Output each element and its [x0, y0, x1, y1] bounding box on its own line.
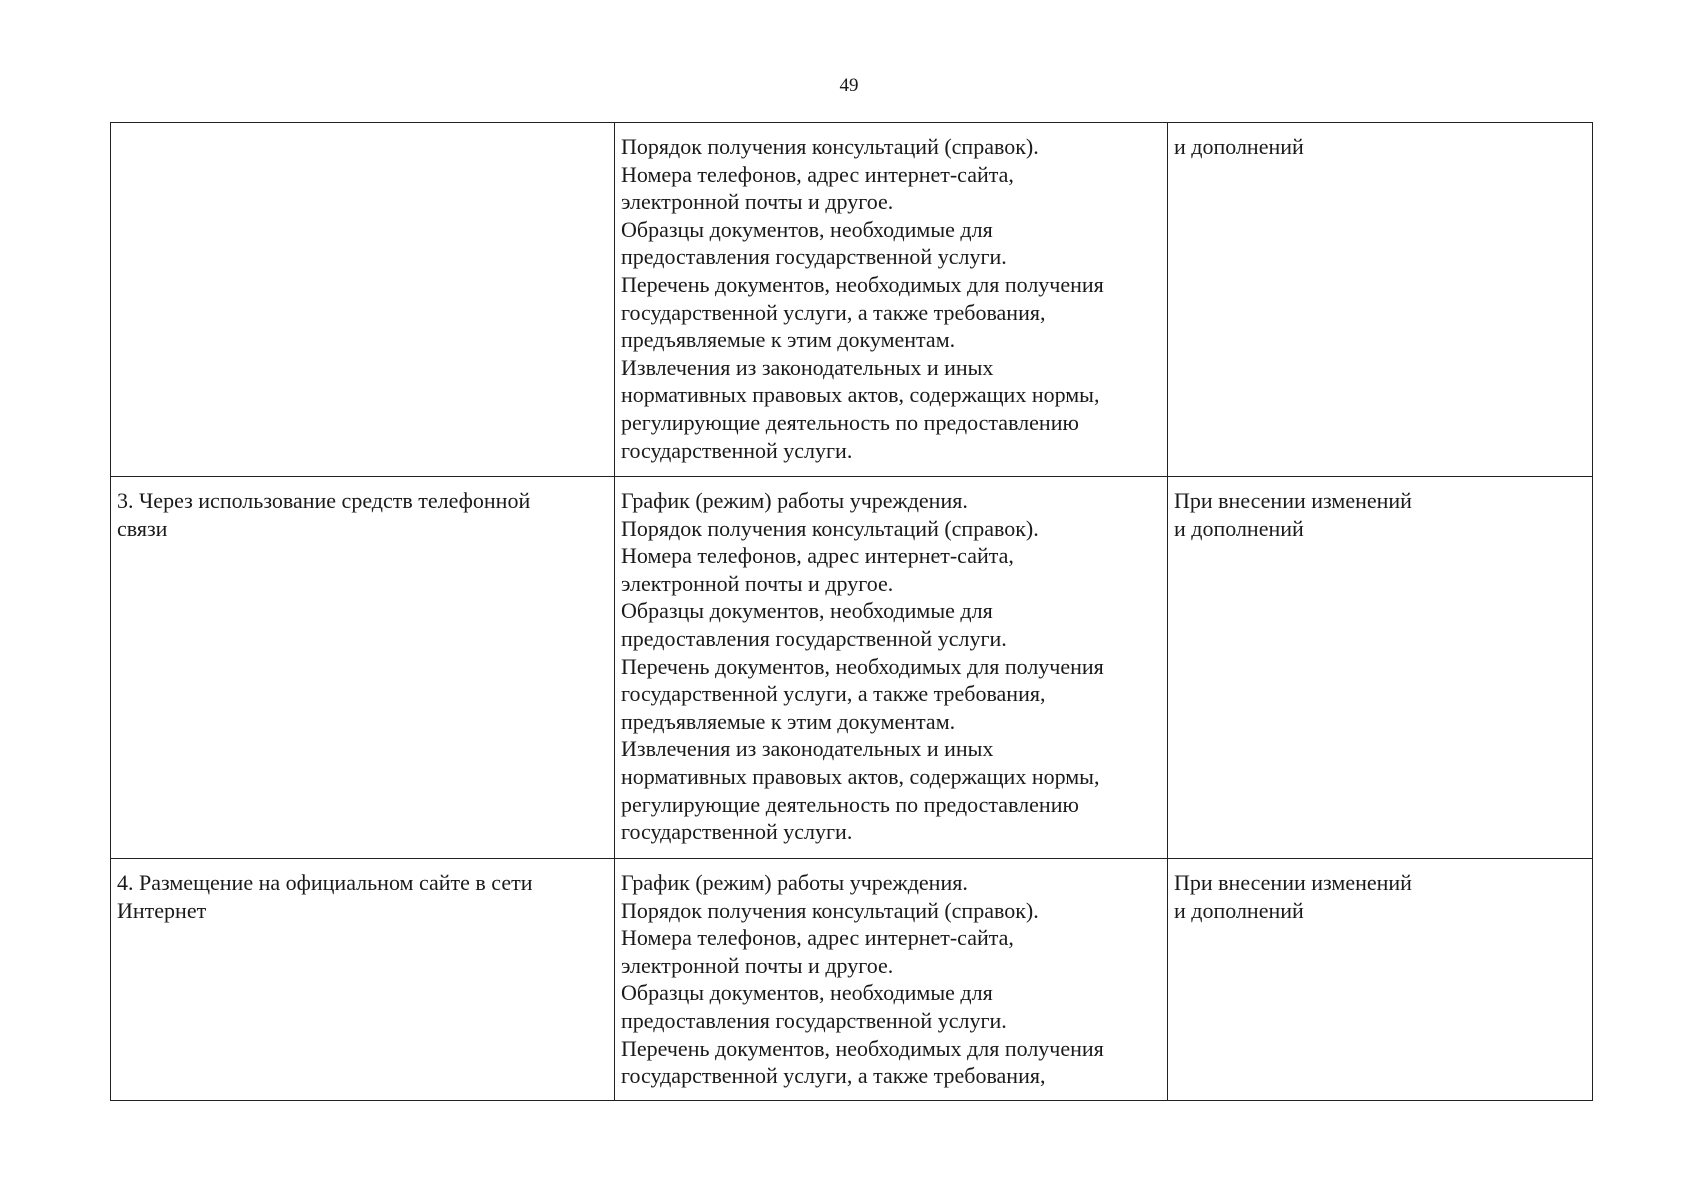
text-line: регулирующие деятельность по предоставлению	[621, 409, 1079, 435]
text-line: Образцы документов, необходимые для	[621, 216, 993, 242]
text-line: Номера телефонов, адрес интернет-сайта,	[621, 161, 1014, 187]
text-line: Интернет	[117, 897, 207, 923]
text-line: Порядок получения консультаций (справок).	[621, 134, 1039, 159]
text-line: предоставления государственной услуги.	[621, 1007, 1007, 1033]
text-line: регулирующие деятельность по предоставлению	[621, 791, 1079, 817]
information-table	[110, 122, 1593, 1101]
update-cell	[1168, 477, 1593, 859]
text-line: Образцы документов, необходимые для	[621, 598, 993, 624]
text-line: Перечень документов, необходимых для получения	[621, 1035, 1104, 1061]
text-line: предоставления государственной услуги.	[621, 625, 1007, 651]
text-line: предъявляемые к этим документам.	[621, 708, 956, 734]
text-line: предъявляемые к этим документам.	[621, 327, 956, 353]
method-cell	[111, 477, 615, 859]
update-cell	[1168, 123, 1593, 477]
text-line: При внесении изменений	[1174, 488, 1412, 513]
content-cell	[615, 859, 1168, 1101]
text-line: государственной услуги.	[621, 819, 853, 845]
text-line: 4. Размещение на официальном сайте в сети	[117, 870, 533, 895]
text-line: При внесении изменений	[1174, 870, 1412, 895]
text-line: государственной услуги, а также требования,	[621, 299, 1046, 325]
text-line: и дополнений	[1174, 134, 1304, 159]
content-cell	[615, 477, 1168, 859]
text-line: Перечень документов, необходимых для получения	[621, 653, 1104, 679]
page-number: 49	[839, 75, 859, 96]
table-row	[111, 123, 1593, 477]
text-line: государственной услуги, а также требования,	[621, 681, 1046, 707]
text-line: Номера телефонов, адрес интернет-сайта,	[621, 925, 1014, 951]
method-cell	[111, 123, 615, 477]
text-line: Извлечения из законодательных и иных	[621, 354, 994, 380]
text-line: 3. Через использование средств телефонной	[117, 488, 531, 513]
text-line: связи	[117, 515, 168, 541]
text-line: График (режим) работы учреждения.	[621, 870, 968, 895]
text-line: электронной почты и другое.	[621, 570, 894, 596]
table-row	[111, 477, 1593, 859]
text-line: Порядок получения консультаций (справок).	[621, 897, 1039, 923]
text-line: Перечень документов, необходимых для получения	[621, 271, 1104, 297]
text-line: и дополнений	[1174, 515, 1304, 541]
text-line: и дополнений	[1174, 897, 1304, 923]
text-line: нормативных правовых актов, содержащих нормы,	[621, 382, 1100, 408]
text-line: электронной почты и другое.	[621, 952, 894, 978]
text-line: Номера телефонов, адрес интернет-сайта,	[621, 543, 1014, 569]
text-line: государственной услуги, а также требования,	[621, 1063, 1046, 1089]
text-line: График (режим) работы учреждения.	[621, 488, 968, 513]
text-line: нормативных правовых актов, содержащих нормы,	[621, 763, 1100, 789]
table-row	[111, 859, 1593, 1101]
text-line: государственной услуги.	[621, 437, 853, 463]
content-cell	[615, 123, 1168, 477]
method-cell	[111, 859, 615, 1101]
text-line: Порядок получения консультаций (справок).	[621, 515, 1039, 541]
text-line: предоставления государственной услуги.	[621, 244, 1007, 270]
text-line: Образцы документов, необходимые для	[621, 980, 993, 1006]
update-cell	[1168, 859, 1593, 1101]
text-line: электронной почты и другое.	[621, 189, 894, 215]
text-line: Извлечения из законодательных и иных	[621, 736, 994, 762]
